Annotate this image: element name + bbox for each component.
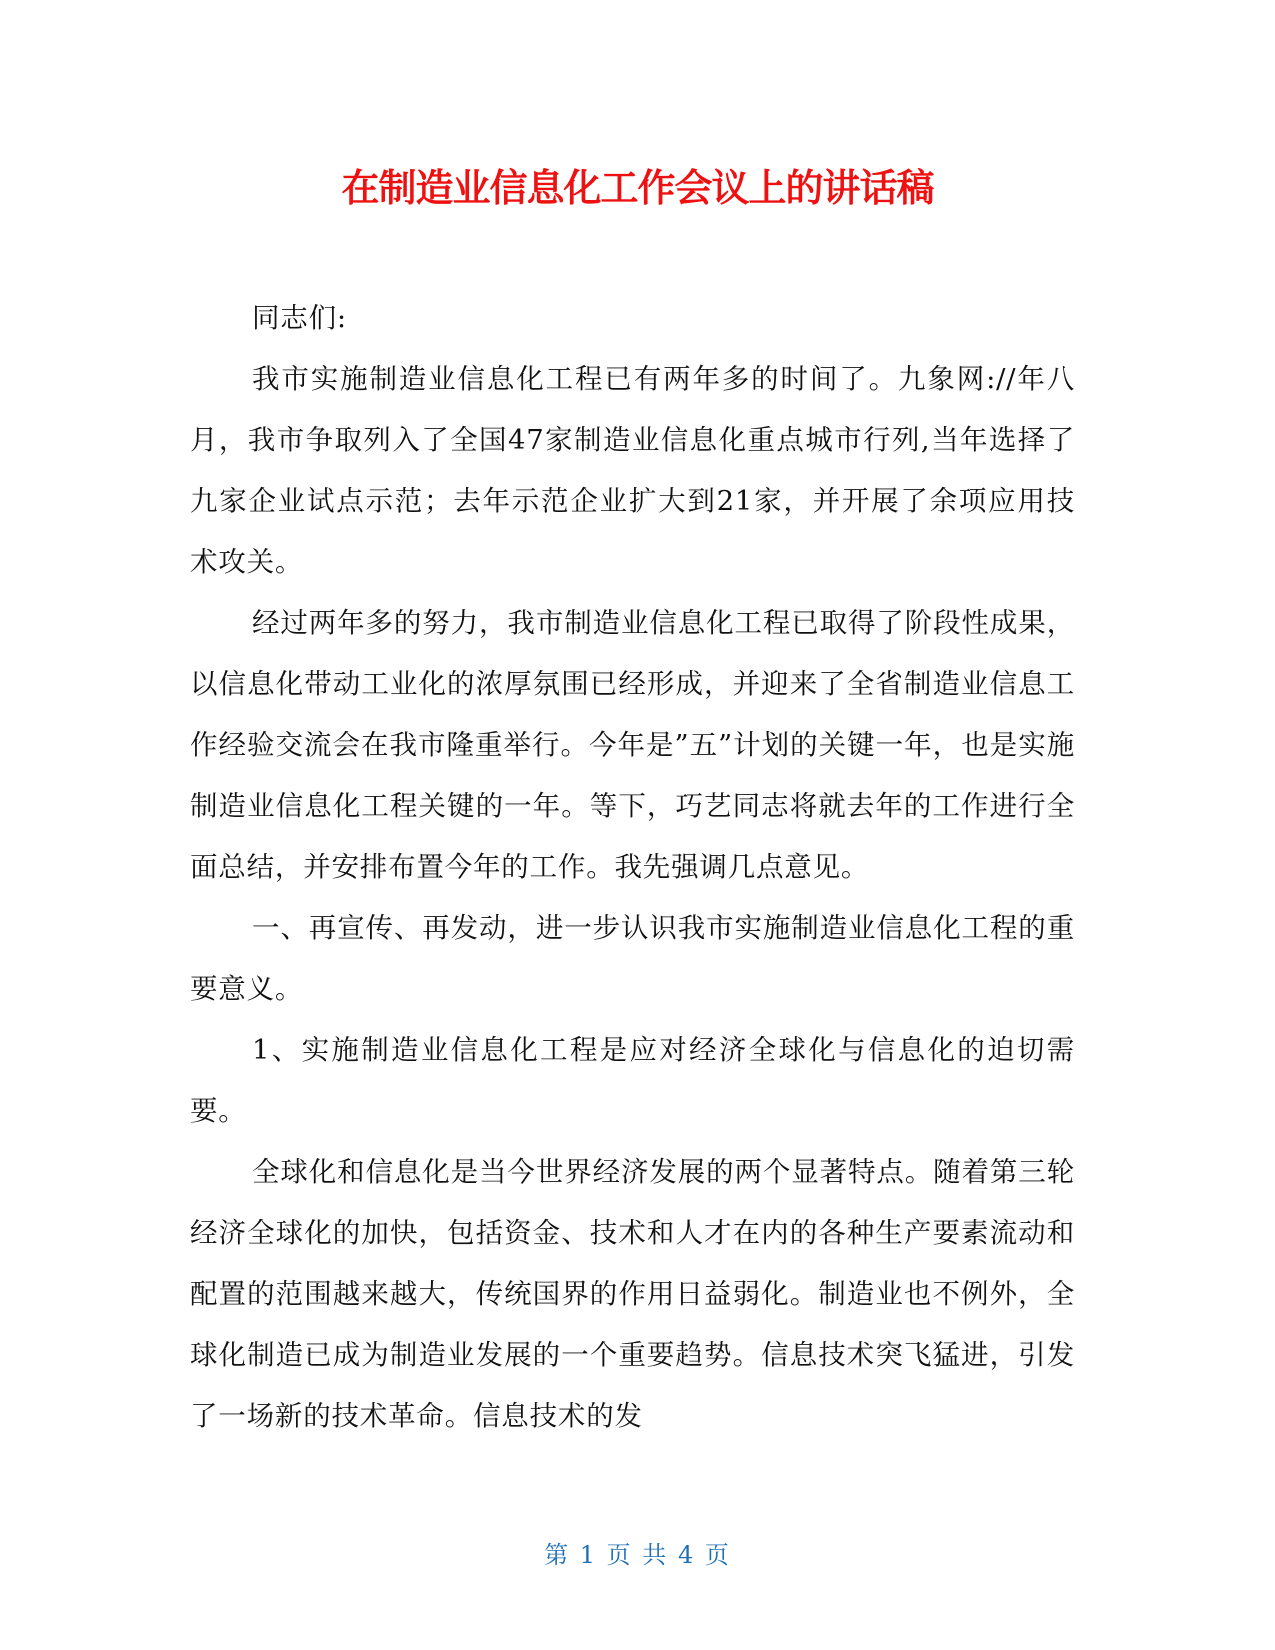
document-title: 在制造业信息化工作会议上的讲话稿 [341,166,934,210]
paragraph: 经过两年多的努力，我市制造业信息化工程已取得了阶段性成果，以信息化带动工业化的浓厚氛围已经形成，并迎来了全省制造业信息工作经验交流会在我市隆重举行。今年是”五”计划的关键一年，也是实施制造业信息化工程关键的一年。等下，巧艺同志将就去年的工作进行全面总结，并安排布置今年的工作。我先强调几点意见。 [190,607,1075,883]
paragraph: 1、实施制造业信息化工程是应对经济全球化与信息化的迫切需要。 [190,1034,1075,1127]
paragraph: 全球化和信息化是当今世界经济发展的两个显著特点。随着第三轮经济全球化的加快，包括资金、技术和人才在内的各种生产要素流动和配置的范围越来越大，传统国界的作用日益弱化。制造业也不例外，全球化制造已成为制造业发展的一个重要趋势。信息技术突飞猛进，引发了一场新的技术革命。信息技术的发 [190,1156,1075,1432]
paragraph: 同志们: [252,302,347,334]
paragraph: 我市实施制造业信息化工程已有两年多的时间了。九象网://年八月，我市争取列入了全国47家制造业信息化重点城市行列,当年选择了九家企业试点示范；去年示范企业扩大到21家，并开展了余项应用技术攻关。 [190,363,1075,578]
page-number-footer: 第 1 页 共 4 页 [544,1541,731,1569]
paragraph: 一、再宣传、再发动，进一步认识我市实施制造业信息化工程的重要意义。 [190,912,1075,1005]
document-body [190,288,1075,1447]
